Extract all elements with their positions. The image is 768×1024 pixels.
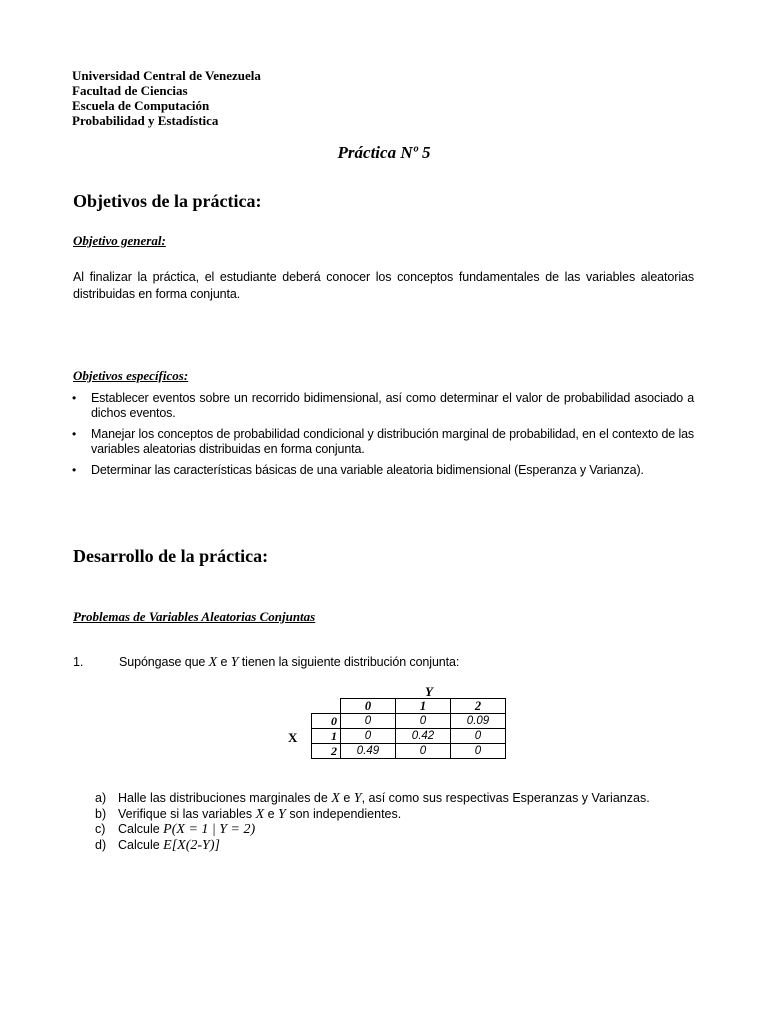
desarrollo-heading: Desarrollo de la práctica: <box>73 546 269 566</box>
table-header-row <box>312 699 506 714</box>
table-cell: 0 <box>451 744 506 759</box>
objetivos-heading: Objetivos de la práctica: <box>73 191 262 211</box>
col-header: 1 <box>396 699 451 714</box>
table-row <box>312 714 506 729</box>
table-cell: 0 <box>341 714 396 729</box>
list-item: • Determinar las características básicas de una variable aleatoria bidimensional (Esperanza y Varianza). <box>72 463 644 477</box>
bullet-icon: • <box>72 463 77 477</box>
university-name: Universidad Central de Venezuela <box>72 68 261 83</box>
objetivo-general-label: Objetivo general: <box>73 233 166 248</box>
bullet-icon: • <box>72 427 77 441</box>
objetivos-especificos-list <box>72 391 694 485</box>
row-header: 2 <box>312 744 341 759</box>
col-header: 0 <box>341 699 396 714</box>
row-header: 1 <box>312 729 341 744</box>
list-item: c) Calcule P(X = 1 | Y = 2) <box>95 822 256 837</box>
table-row <box>312 744 506 759</box>
table-col-variable: Y <box>425 684 433 699</box>
objetivo-general-text: Al finalizar la práctica, el estudiante deberá conocer los conceptos fundamentales de las variables aleatorias distribuidas en forma conjunta. <box>73 270 694 301</box>
list-item: d) Calcule E[X(2-Y)] <box>95 837 220 853</box>
institution-header <box>72 68 261 128</box>
faculty-name: Facultad de Ciencias <box>72 83 188 98</box>
practica-title: Práctica Nº 5 <box>337 143 431 162</box>
table-row <box>312 729 506 744</box>
objetivos-especificos-label: Objetivos específicos: <box>73 368 189 383</box>
var-y: Y <box>230 655 239 670</box>
bullet-icon: • <box>72 391 77 405</box>
table-cell: 0 <box>451 729 506 744</box>
table-cell: 0.42 <box>396 729 451 744</box>
table-cell: 0 <box>341 729 396 744</box>
school-name: Escuela de Computación <box>72 98 210 113</box>
table-row-variable: X <box>288 730 298 745</box>
table-cell: 0.49 <box>341 744 396 759</box>
joint-distribution-table <box>311 698 506 759</box>
row-header: 0 <box>312 714 341 729</box>
list-item: • Establecer eventos sobre un recorrido bidimensional, así como determinar el valor de probabilidad asociado a dichos eventos. <box>72 391 694 420</box>
table-cell: 0.09 <box>451 714 506 729</box>
problem-number: 1. <box>73 655 84 669</box>
problem-subquestions <box>95 791 650 853</box>
list-item: • Manejar los conceptos de probabilidad condicional y distribución marginal de probabilidad, en el contexto de las variables aleatorias distribuidas en forma conjunta. <box>72 427 694 456</box>
table-cell: 0 <box>396 714 451 729</box>
var-x: X <box>208 655 218 670</box>
col-header: 2 <box>451 699 506 714</box>
problem-statement: Supóngase que X e Y tienen la siguiente distribución conjunta: <box>119 655 460 670</box>
course-name: Probabilidad y Estadística <box>72 113 219 128</box>
table-cell: 0 <box>396 744 451 759</box>
list-item: b) Verifique si las variables X e Y son independientes. <box>95 806 402 822</box>
list-item: a) Halle las distribuciones marginales de X e Y, así como sus respectivas Esperanzas y Varianzas. <box>95 791 650 806</box>
problemas-section-label: Problemas de Variables Aleatorias Conjuntas <box>73 609 316 624</box>
